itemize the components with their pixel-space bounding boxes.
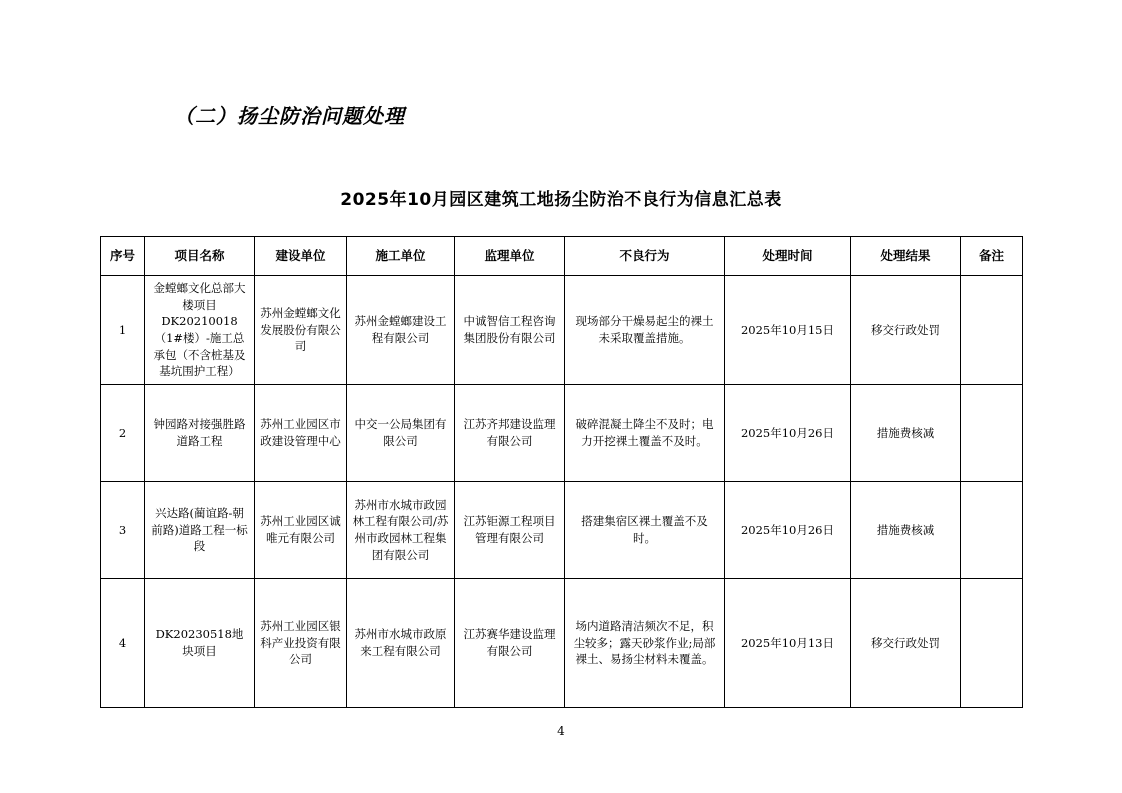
cell-result: 移交行政处罚 <box>851 276 961 385</box>
cell-date: 2025年10月26日 <box>725 385 851 482</box>
cell-contractor: 苏州市水城市政园林工程有限公司/苏州市政园林工程集团有限公司 <box>347 482 455 579</box>
cell-supervisor: 江苏钜源工程项目管理有限公司 <box>455 482 565 579</box>
cell-contractor: 苏州金螳螂建设工程有限公司 <box>347 276 455 385</box>
cell-remark <box>961 385 1023 482</box>
dust-control-summary-table <box>100 236 1023 708</box>
cell-supervisor: 中诚智信工程咨询集团股份有限公司 <box>455 276 565 385</box>
section-heading: （二）扬尘防治问题处理 <box>174 104 405 128</box>
page-title: 2025年10月园区建筑工地扬尘防治不良行为信息汇总表 <box>340 190 782 210</box>
cell-behavior: 现场部分干燥易起尘的裸土未采取覆盖措施。 <box>565 276 725 385</box>
cell-remark <box>961 579 1023 708</box>
cell-index: 4 <box>101 579 145 708</box>
column-header-date: 处理时间 <box>725 237 851 276</box>
cell-behavior: 场内道路清洁频次不足，积尘较多；露天砂浆作业;局部裸土、易扬尘材料未覆盖。 <box>565 579 725 708</box>
page-number: 4 <box>557 724 565 738</box>
table-row <box>101 579 1023 708</box>
cell-supervisor: 江苏齐邦建设监理有限公司 <box>455 385 565 482</box>
cell-construction-unit: 苏州工业园区诚唯元有限公司 <box>255 482 347 579</box>
cell-remark <box>961 276 1023 385</box>
column-header-supervisor: 监理单位 <box>455 237 565 276</box>
table-row <box>101 276 1023 385</box>
cell-project: 兴达路(蔺谊路-朝前路)道路工程一标段 <box>145 482 255 579</box>
cell-construction-unit: 苏州金螳螂文化发展股份有限公司 <box>255 276 347 385</box>
cell-date: 2025年10月26日 <box>725 482 851 579</box>
column-header-project: 项目名称 <box>145 237 255 276</box>
cell-date: 2025年10月13日 <box>725 579 851 708</box>
cell-project: DK20230518地块项目 <box>145 579 255 708</box>
column-header-construction-unit: 建设单位 <box>255 237 347 276</box>
table-header-row <box>101 237 1023 276</box>
column-header-behavior: 不良行为 <box>565 237 725 276</box>
cell-index: 3 <box>101 482 145 579</box>
cell-behavior: 破碎混凝土降尘不及时；电力开挖裸土覆盖不及时。 <box>565 385 725 482</box>
cell-construction-unit: 苏州工业园区市政建设管理中心 <box>255 385 347 482</box>
table-row <box>101 482 1023 579</box>
column-header-contractor: 施工单位 <box>347 237 455 276</box>
cell-construction-unit: 苏州工业园区银科产业投资有限公司 <box>255 579 347 708</box>
column-header-result: 处理结果 <box>851 237 961 276</box>
cell-date: 2025年10月15日 <box>725 276 851 385</box>
cell-project: 金螳螂文化总部大楼项目DK20210018（1#楼）-施工总承包（不含桩基及基坑围护工程） <box>145 276 255 385</box>
cell-supervisor: 江苏赛华建设监理有限公司 <box>455 579 565 708</box>
cell-index: 1 <box>101 276 145 385</box>
cell-contractor: 中交一公局集团有限公司 <box>347 385 455 482</box>
cell-contractor: 苏州市水城市政原来工程有限公司 <box>347 579 455 708</box>
cell-project: 钟园路对接强胜路道路工程 <box>145 385 255 482</box>
cell-result: 措施费核减 <box>851 385 961 482</box>
cell-result: 移交行政处罚 <box>851 579 961 708</box>
cell-behavior: 搭建集宿区裸土覆盖不及时。 <box>565 482 725 579</box>
cell-result: 措施费核减 <box>851 482 961 579</box>
cell-remark <box>961 482 1023 579</box>
column-header-index: 序号 <box>101 237 145 276</box>
cell-index: 2 <box>101 385 145 482</box>
column-header-remark: 备注 <box>961 237 1023 276</box>
table-row <box>101 385 1023 482</box>
